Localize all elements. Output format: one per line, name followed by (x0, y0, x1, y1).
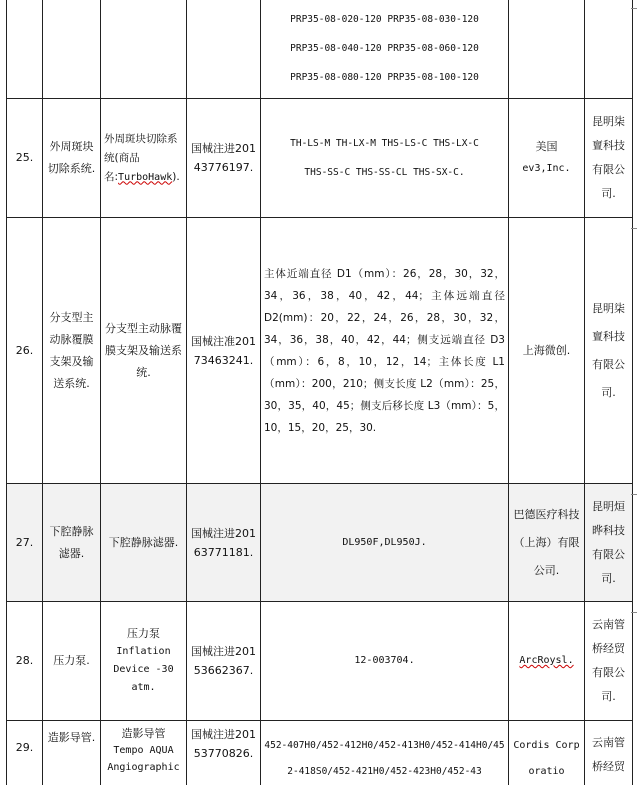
spec-line: PRP35-08-080-120 PRP35-08-100-120 (290, 72, 479, 83)
model-name-cell (101, 99, 187, 218)
model-name-cell: 下腔静脉滤器. (101, 484, 187, 602)
table-row (7, 484, 633, 602)
model-name-cn: 压力泵 (127, 627, 160, 640)
spec-cell: DL950F,DL950J. (261, 484, 509, 602)
spec-cell: 主体近端直径 D1（mm）：26，28，30，32，34，36，38，40，42，44；主体远端直径 D2(mm)：20，22，24，26，28，30，32，34，36，38，40，42，44；侧支远端直径 D3（mm）：6，8，10，12，14；主体长度 L1（mm）：200，210；侧支长度 L2（mm）：25，30，35，40，45；侧支后移长度 L3（mm）：5，10，15，20，25，30. (261, 218, 509, 484)
agent-cell: 云南管桥经贸有限公司. (585, 602, 633, 721)
model-name-cell: 分支型主动脉覆膜支架及输送系统. (101, 218, 187, 484)
model-name-en: Tempo AQUA Angiographic (107, 745, 180, 773)
reg-no-cell: 国械注准20173463241. (187, 218, 261, 484)
table-row (7, 99, 633, 218)
maker-cell (509, 602, 585, 721)
model-name-suffix: ). (172, 170, 180, 183)
table-row (7, 602, 633, 721)
device-registration-table (6, 0, 633, 785)
maker-company: ev3,Inc. (522, 163, 571, 174)
maker-cell: Cordis Corporatio (509, 721, 585, 785)
product-name-cell: 下腔静脉滤器. (43, 484, 101, 602)
model-name-cn: 造影导管 (121, 727, 166, 740)
model-name-text: 外周斑块切除系统(商品名: (104, 132, 178, 183)
margin-marker (631, 612, 637, 613)
agent-cell: 云南管桥经贸 (585, 721, 633, 785)
seq-cell (7, 0, 43, 99)
agent-cell: 昆明柒亶科技有限公司. (585, 218, 633, 484)
margin-marker (631, 494, 637, 495)
seq-cell: 29. (7, 721, 43, 785)
agent-cell: 昆明烜晔科技有限公司. (585, 484, 633, 602)
reg-no-cell: 国械注进20143776197. (187, 99, 261, 218)
model-name-cell (101, 721, 187, 785)
reg-no-cell (187, 0, 261, 99)
maker-cell: 上海微创. (509, 218, 585, 484)
spec-cell: 452-407H0/452-412H0/452-413H0/452-414H0/452-418S0/452-421H0/452-423H0/452-43 (261, 721, 509, 785)
reg-no-cell: 国械注进20163771181. (187, 484, 261, 602)
spec-line: TH-LS-M TH-LX-M THS-LS-C THS-LX-C (290, 138, 479, 149)
maker-country: 美国 (535, 140, 558, 153)
spec-line: THS-SS-C THS-SS-CL THS-SX-C. (304, 167, 465, 178)
model-name-cell (101, 0, 187, 99)
product-name-cell (43, 0, 101, 99)
seq-cell: 27. (7, 484, 43, 602)
margin-marker (631, 8, 637, 9)
spec-cell: 12-003704. (261, 602, 509, 721)
seq-cell: 26. (7, 218, 43, 484)
margin-marker (631, 228, 637, 229)
model-name-cell (101, 602, 187, 721)
maker-cell (509, 0, 585, 99)
reg-no-cell: 国械注进20153662367. (187, 602, 261, 721)
spec-cell (261, 0, 509, 99)
agent-cell (585, 0, 633, 99)
product-name-cell: 分支型主动脉覆膜支架及输送系统. (43, 218, 101, 484)
spec-line: PRP35-08-020-120 PRP35-08-030-120 (290, 14, 479, 25)
table-row (7, 721, 633, 785)
maker-cell: 巴德医疗科技（上海）有限公司. (509, 484, 585, 602)
product-name-cell: 外周斑块切除系统. (43, 99, 101, 218)
maker-cell (509, 99, 585, 218)
seq-cell: 25. (7, 99, 43, 218)
table-row (7, 0, 633, 99)
product-name-cell: 造影导管. (43, 721, 101, 785)
spec-line: PRP35-08-040-120 PRP35-08-060-120 (290, 43, 479, 54)
spec-cell (261, 99, 509, 218)
agent-cell: 昆明柒亶科技有限公司. (585, 99, 633, 218)
product-name-cell: 压力泵. (43, 602, 101, 721)
reg-no-cell: 国械注进20153770826. (187, 721, 261, 785)
seq-cell: 28. (7, 602, 43, 721)
maker-company: ArcRoysl. (519, 655, 574, 666)
brand-name: TurboHawk (118, 171, 173, 183)
table-row (7, 218, 633, 484)
model-name-en: Inflation Device -30 atm. (113, 646, 174, 693)
